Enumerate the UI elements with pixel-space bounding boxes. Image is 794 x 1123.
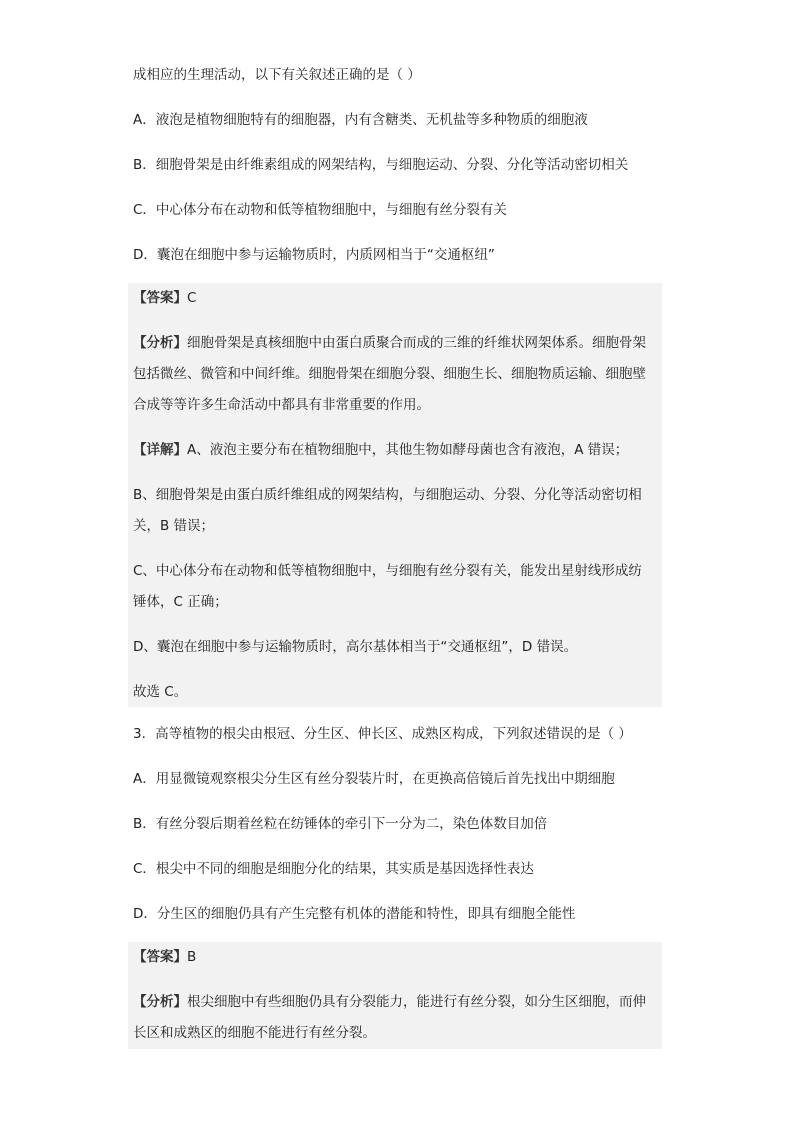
q3-option-b: B．有丝分裂后期着丝粒在纺锤体的牵引下一分为二，染色体数目加倍 (133, 816, 548, 832)
q2-answer-value: C (187, 290, 197, 306)
q2-analysis-line: 包括微丝、微管和中间纤维。细胞骨架在细胞分裂、细胞生长、细胞物质运输、细胞壁 (133, 366, 646, 382)
q2-analysis-text: 细胞骨架是真核细胞中由蛋白质聚合而成的三维的纤维状网架体系。细胞骨架 (187, 335, 646, 351)
q2-detail-line (133, 439, 628, 461)
q3-analysis-text: 根尖细胞中有些细胞仍具有分裂能力，能进行有丝分裂，如分生区细胞，而伸 (187, 994, 646, 1010)
q2-analysis-tag: 【分析】 (133, 335, 187, 351)
q2-option-a: A．液泡是植物细胞特有的细胞器，内有含糖类、无机盐等多种物质的细胞液 (133, 112, 588, 128)
q3-answer-value: B (187, 949, 197, 965)
q2-analysis-line (133, 332, 646, 354)
q2-option-b: B．细胞骨架是由纤维素组成的网架结构，与细胞运动、分裂、分化等活动密切相关 (133, 157, 629, 173)
q2-detail-line: D、囊泡在细胞中参与运输物质时，高尔基体相当于“交通枢纽”，D 错误。 (133, 639, 578, 655)
q3-option-d: D．分生区的细胞仍具有产生完整有机体的潜能和特性，即具有细胞全能性 (133, 906, 576, 922)
q3-answer (133, 946, 196, 968)
q3-analysis-line: 长区和成熟区的细胞不能进行有丝分裂。 (133, 1025, 376, 1041)
q2-option-c: C．中心体分布在动物和低等植物细胞中，与细胞有丝分裂有关 (133, 202, 507, 218)
q3-option-c: C．根尖中不同的细胞是细胞分化的结果，其实质是基因选择性表达 (133, 861, 534, 877)
q2-analysis-line: 合成等等许多生命活动中都具有非常重要的作用。 (133, 397, 430, 413)
q2-answer-tag: 【答案】 (133, 290, 187, 306)
q3-stem: 3．高等植物的根尖由根冠、分生区、伸长区、成熟区构成，下列叙述错误的是（ ） (133, 726, 632, 742)
q2-detail-line: C、中心体分布在动物和低等植物细胞中，与细胞有丝分裂有关，能发出星射线形成纺 (133, 563, 642, 579)
q3-analysis-tag: 【分析】 (133, 994, 187, 1010)
q2-option-d: D．囊泡在细胞中参与运输物质时，内质网相当于“交通枢纽” (133, 247, 495, 263)
q2-answer (133, 287, 196, 309)
q2-detail-line: B、细胞骨架是由蛋白质纤维组成的网架结构，与细胞运动、分裂、分化等活动密切相 (133, 487, 642, 503)
q2-detail-line: 关，B 错误； (133, 518, 215, 534)
q3-analysis-line (133, 991, 646, 1013)
q2-detail-tag: 【详解】 (133, 442, 187, 458)
q2-detail-text: A、液泡主要分布在植物细胞中，其他生物如酵母菌也含有液泡，A 错误； (187, 442, 629, 458)
q2-solution-box (128, 283, 662, 707)
q2-detail-line: 故选 C。 (133, 684, 188, 700)
q3-solution-box (128, 942, 662, 1049)
q3-option-a: A．用显微镜观察根尖分生区有丝分裂装片时，在更换高倍镜后首先找出中期细胞 (133, 771, 615, 787)
q2-stem-tail: 成相应的生理活动，以下有关叙述正确的是（ ） (133, 67, 421, 83)
q2-detail-line: 锤体，C 正确； (133, 594, 228, 610)
q3-answer-tag: 【答案】 (133, 949, 187, 965)
